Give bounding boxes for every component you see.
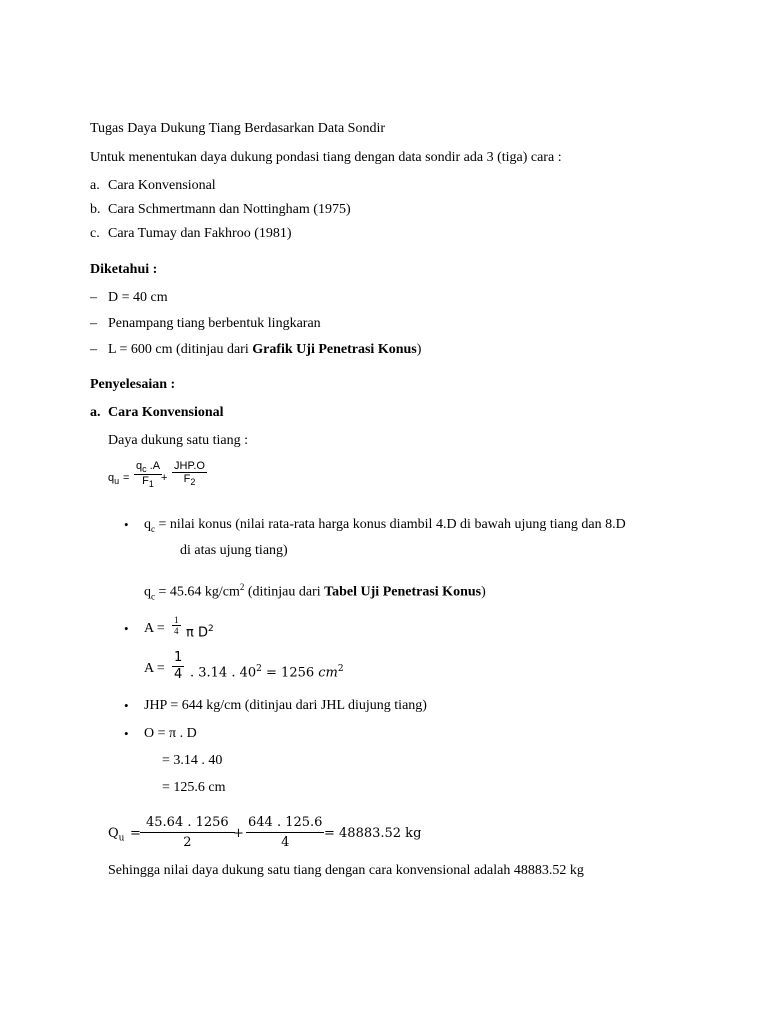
area-numerator: 1 <box>174 615 179 625</box>
qu-fraction-1 <box>140 813 235 852</box>
solution-heading: Penyelesaian : <box>90 377 176 392</box>
qu-fraction-1-denominator: 2 <box>183 835 192 850</box>
den2-sym: F <box>183 473 191 485</box>
fraction-1-numerator <box>134 460 162 475</box>
dash-marker: – <box>90 290 97 305</box>
section-marker: a. <box>90 405 101 420</box>
formula-fraction-2 <box>172 460 207 487</box>
qc-value-text: = 45.64 kg/cm <box>155 584 240 600</box>
dash-marker: – <box>90 316 97 331</box>
area-calc <box>144 648 464 690</box>
qc-value-sup: 2 <box>239 582 245 592</box>
o-calc-1: = 3.14 . 40 <box>162 753 223 768</box>
qc-value-source: Tabel Uji Penetrasi Konus <box>324 584 482 600</box>
area-rest-sup: 2 <box>207 624 214 634</box>
qc-value <box>144 578 486 605</box>
qu-lhs <box>108 825 124 848</box>
conclusion-text: Sehingga nilai daya dukung satu tiang dengan cara konvensional adalah 48883.52 kg <box>108 863 584 878</box>
section-title: Cara Konvensional <box>108 405 224 420</box>
method-item: Cara Schmertmann dan Nottingham (1975) <box>108 202 351 217</box>
method-marker: c. <box>90 226 100 241</box>
qu-fraction-2-numerator: 644 . 125.6 <box>246 813 324 833</box>
qc-symbol: q <box>144 517 151 532</box>
area-formula <box>144 612 244 648</box>
known-item-length <box>108 341 421 359</box>
area-calc-result: = 1256 <box>261 665 319 681</box>
qc-symbol: q <box>144 584 151 600</box>
method-item: Cara Tumay dan Fakhroo (1981) <box>108 226 292 241</box>
num1-sub: c <box>142 464 147 475</box>
area-calc-unit-sup: 2 <box>337 664 344 674</box>
qu-result-formula <box>108 810 468 858</box>
formula-lhs <box>108 472 119 486</box>
area-calc-rest-text: . 3.14 . 40 <box>190 665 257 681</box>
area-fraction <box>172 615 181 636</box>
qc-description-cont: di atas ujung tiang) <box>180 543 288 558</box>
length-suffix: ) <box>416 342 422 357</box>
daya-label: Daya dukung satu tiang : <box>108 433 248 448</box>
length-source: Grafik Uji Penetrasi Konus <box>252 342 417 357</box>
qu-fraction-1-numerator: 45.64 . 1256 <box>140 813 235 833</box>
qc-desc-text: = nilai konus (nilai rata-rata harga konus diambil 4.D di bawah ujung tiang dan 8.D <box>155 517 626 532</box>
formula-lhs-sub: u <box>114 476 120 487</box>
known-heading: Diketahui : <box>90 262 158 277</box>
den1-sym: F <box>142 475 149 488</box>
num1-rest: .A <box>146 460 161 472</box>
den1-sub: 1 <box>148 479 154 490</box>
qc-value-mid: (ditinjau dari <box>244 584 325 600</box>
area-denominator: 4 <box>174 626 179 636</box>
area-calc-rest <box>190 660 344 682</box>
qu-lhs-sym: Q <box>108 826 119 841</box>
method-item: Cara Konvensional <box>108 178 216 193</box>
area-calc-symbol: A = <box>144 661 165 676</box>
area-calc-sup: 2 <box>256 664 262 674</box>
qc-subscript: c <box>151 523 155 534</box>
qu-equals: = <box>130 826 141 841</box>
den2-sub: 2 <box>190 477 196 488</box>
qu-fraction-2 <box>246 813 324 852</box>
area-rest-text: π D <box>186 625 208 641</box>
area-rest <box>186 620 214 642</box>
formula-lhs-sym: q <box>108 472 115 484</box>
area-calc-fraction <box>172 650 184 683</box>
formula-equals: = <box>123 472 130 484</box>
bullet-marker: • <box>124 517 129 532</box>
num1-sym: q <box>136 460 143 472</box>
area-calc-denominator: 4 <box>174 667 183 682</box>
qu-lhs-sub: u <box>118 833 125 844</box>
qc-description <box>144 516 626 538</box>
area-calc-unit: cm <box>318 665 338 681</box>
bullet-marker: • <box>124 726 129 741</box>
qu-fraction-2-denominator: 4 <box>281 835 290 850</box>
qu-result: = 48883.52 kg <box>324 826 422 841</box>
jhp-line: JHP = 644 kg/cm (ditinjau dari JHL diujung tiang) <box>144 698 427 713</box>
area-symbol: A = <box>144 621 165 636</box>
o-calc-2: = 125.6 cm <box>162 780 226 795</box>
method-marker: b. <box>90 202 101 217</box>
o-line: O = π . D <box>144 726 197 741</box>
known-item: Penampang tiang berbentuk lingkaran <box>108 316 321 331</box>
fraction-2-denominator <box>172 473 207 487</box>
area-calc-numerator: 1 <box>174 650 183 665</box>
formula-fraction-1 <box>134 460 162 489</box>
length-prefix: L = 600 cm (ditinjau dari <box>108 342 253 357</box>
fraction-1-denominator <box>134 475 162 489</box>
qc-subscript: c <box>151 591 155 602</box>
method-marker: a. <box>90 178 100 193</box>
bullet-marker: • <box>124 621 129 636</box>
intro-text: Untuk menentukan daya dukung pondasi tiang dengan data sondir ada 3 (tiga) cara : <box>90 150 562 165</box>
bullet-marker: • <box>124 698 129 713</box>
fraction-2-numerator: JHP.O <box>174 460 205 472</box>
document-title: Tugas Daya Dukung Tiang Berdasarkan Data Sondir <box>90 121 386 136</box>
known-item: D = 40 cm <box>108 290 168 305</box>
formula-plus: + <box>161 472 168 484</box>
qu-plus: + <box>233 826 244 841</box>
qu-formula <box>108 458 228 502</box>
dash-marker: – <box>90 342 97 357</box>
qc-value-end: ) <box>481 584 486 600</box>
